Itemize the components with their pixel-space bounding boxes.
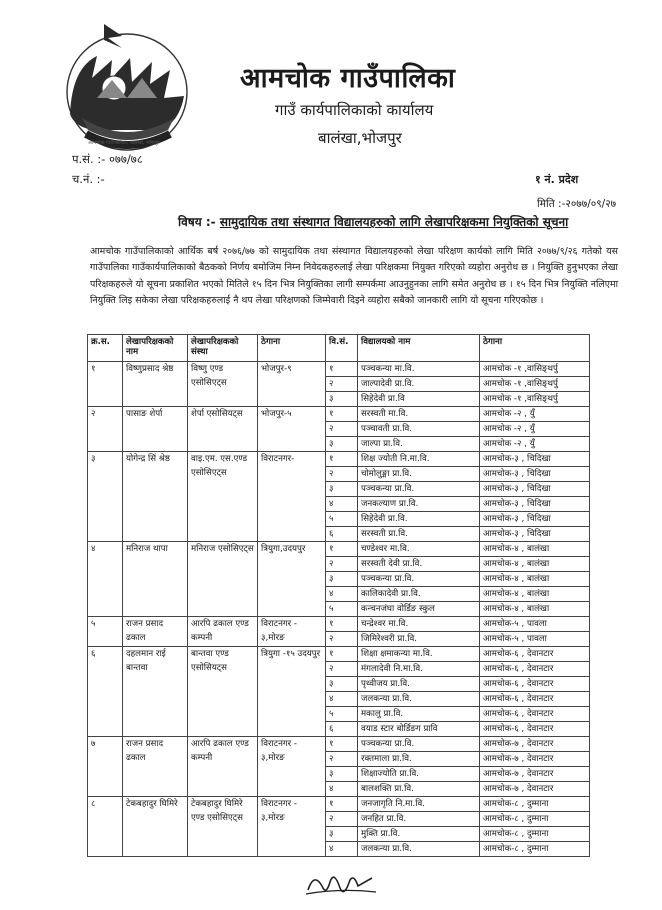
school-address-cell: आमचोक-७ , देवानटार xyxy=(480,767,590,782)
auditor-address-cell: विराटनगर - ३,मोरङ xyxy=(258,737,326,797)
school-address-cell: आमचोक -१ ,वासिङ्थर्पु xyxy=(480,362,590,377)
auditor-name-cell: पासाङ शेर्पा xyxy=(123,407,188,452)
ref-chn: च.नं. :- xyxy=(72,172,105,186)
school-serial-cell: १ xyxy=(326,542,358,557)
school-name-cell: पञ्चकन्या प्रा.वि. xyxy=(358,737,480,752)
school-name-cell: पञ्चावती प्रा.वि. xyxy=(358,422,480,437)
col-header: लेखापरिक्षकको संस्था xyxy=(188,335,258,362)
school-serial-cell: ५ xyxy=(326,602,358,617)
date: मिति :-२०७७/०९/२७ xyxy=(537,198,617,210)
table-row xyxy=(88,617,590,632)
col-header: ठेगाना xyxy=(480,335,590,362)
school-name-cell: शिक्ष ज्योती नि.मा.वि. xyxy=(358,452,480,467)
school-serial-cell: १ xyxy=(326,797,358,812)
auditor-name-cell: राजन प्रसाद ढकाल xyxy=(123,737,188,797)
school-serial-cell: ६ xyxy=(326,722,358,737)
school-name-cell: जनहित प्रा.वि. xyxy=(358,812,480,827)
school-address-cell: आमचोक-३ , चिदिखा xyxy=(480,467,590,482)
table-row xyxy=(88,647,590,662)
auditor-name-cell: दहलमान राई बान्तवा xyxy=(123,647,188,737)
school-address-cell: आमचोक-६ , देवानटार xyxy=(480,722,590,737)
subject-text: सामुदायिक तथा संस्थागत विद्यालयहरुको लागि लेखापरिक्षकमा नियुक्तिको सूचना xyxy=(219,215,569,229)
school-serial-cell: ४ xyxy=(326,692,358,707)
school-address-cell: आमचोक-६ , देवानटार xyxy=(480,647,590,662)
serial-cell: ६ xyxy=(88,647,123,737)
auditor-address-cell: विराटनगर- xyxy=(258,452,326,542)
school-name-cell: बालशक्ति प्रा.वि. xyxy=(358,782,480,797)
serial-cell: २ xyxy=(88,407,123,452)
school-address-cell: आमचोक-३ , चिदिखा xyxy=(480,497,590,512)
school-serial-cell: २ xyxy=(326,632,358,647)
auditor-firm-cell: आरपि ढकाल एण्ड कम्पनी xyxy=(188,617,258,647)
serial-cell: ८ xyxy=(88,797,123,857)
auditor-firm-cell: आरपि ढकाल एण्ड कम्पनी xyxy=(188,737,258,797)
school-address-cell: आमचोक-६ , देवानटार xyxy=(480,707,590,722)
auditor-address-cell: त्रियुगा -१५ उदयपुर xyxy=(258,647,326,737)
auditor-firm-cell: मनिराज एसोसिएट्स xyxy=(188,542,258,617)
school-address-cell: आमचोक-८ , दुम्माना xyxy=(480,827,590,842)
auditor-firm-cell: टेकबहादुर घिमिरे एण्ड एसोसिएट्स xyxy=(188,797,258,857)
province: १ नं. प्रदेश xyxy=(535,173,579,186)
school-name-cell: जलकन्या प्रा.वि. xyxy=(358,692,480,707)
auditor-address-cell: विराटनगर - ३,मोरङ xyxy=(258,797,326,857)
school-serial-cell: ५ xyxy=(326,707,358,722)
table-row xyxy=(88,452,590,467)
school-name-cell: सिहेदेवी प्रा.वि. xyxy=(358,512,480,527)
school-name-cell: सरस्वती प्रा.वि. xyxy=(358,527,480,542)
school-address-cell: आमचोक-६ , देवानटार xyxy=(480,662,590,677)
school-name-cell: जिमिरेश्वरी प्रा.वि. xyxy=(358,632,480,647)
school-name-cell: जाल्पा प्रा.वि. xyxy=(358,437,480,452)
school-serial-cell: ३ xyxy=(326,392,358,407)
school-address-cell: आमचोक-४ , बालंखा xyxy=(480,602,590,617)
school-serial-cell: ६ xyxy=(326,527,358,542)
table-row xyxy=(88,407,590,422)
serial-cell: ७ xyxy=(88,737,123,797)
school-name-cell: सरस्वती मा.वि. xyxy=(358,407,480,422)
school-name-cell: पञ्चकन्या प्रा.वि. xyxy=(358,482,480,497)
auditor-firm-cell: विष्णु एण्ड एसोसिएट्स xyxy=(188,362,258,407)
school-address-cell: आमचोक-३ , चिदिखा xyxy=(480,452,590,467)
subject-line xyxy=(178,213,568,230)
school-address-cell: आमचोक-३ , चिदिखा xyxy=(480,527,590,542)
school-address-cell: आमचोक-७ , देवानटार xyxy=(480,737,590,752)
school-address-cell: आमचोक -२ , युँ xyxy=(480,422,590,437)
col-header: लेखापरिक्षकको नाम xyxy=(123,335,188,362)
school-serial-cell: ४ xyxy=(326,497,358,512)
school-name-cell: चन्द्रेश्वर मा.वि. xyxy=(358,617,480,632)
serial-cell: ३ xyxy=(88,452,123,542)
school-name-cell: वयाड स्टार बोर्डिङग प्रावि xyxy=(358,722,480,737)
col-header: वि.सं. xyxy=(326,335,358,362)
school-serial-cell: १ xyxy=(326,407,358,422)
school-address-cell: आमचोक-४ , बालंखा xyxy=(480,542,590,557)
school-address-cell: आमचोक-८ , दुम्माना xyxy=(480,812,590,827)
school-serial-cell: ४ xyxy=(326,842,358,857)
ref-ps: प.सं. :- ०७७/७८ xyxy=(72,152,143,166)
emblem-text: आमचोक गाउँपालिका, बालंखा, भोजपुर xyxy=(88,140,160,146)
table-row xyxy=(88,362,590,377)
school-serial-cell: ३ xyxy=(326,677,358,692)
school-name-cell: सरस्वती देवी प्रा.वि. xyxy=(358,557,480,572)
school-serial-cell: ३ xyxy=(326,482,358,497)
school-address-cell: आमचोक-७ , देवानटार xyxy=(480,752,590,767)
school-serial-cell: २ xyxy=(326,812,358,827)
school-name-cell: रक्तमाला प्रा.वि. xyxy=(358,752,480,767)
auditor-name-cell: राजन प्रसाद ढकाल xyxy=(123,617,188,647)
auditor-name-cell: मनिराज थापा xyxy=(123,542,188,617)
school-serial-cell: ५ xyxy=(326,512,358,527)
school-name-cell: जलकन्या प्रा.वि. xyxy=(358,842,480,857)
school-address-cell: आमचोक -१ ,वासिङ्थर्पु xyxy=(480,392,590,407)
school-serial-cell: २ xyxy=(326,422,358,437)
school-address-cell: आमचोक-५ , पावला xyxy=(480,617,590,632)
school-serial-cell: १ xyxy=(326,647,358,662)
school-address-cell: आमचोक-८ , दुम्माना xyxy=(480,842,590,857)
serial-cell: ५ xyxy=(88,617,123,647)
table-row xyxy=(88,797,590,812)
school-serial-cell: ४ xyxy=(326,587,358,602)
school-name-cell: कन्चनजंघा वोर्डिङ स्कुल xyxy=(358,602,480,617)
office-address: बालंखा,भोजपुर xyxy=(318,129,402,147)
school-name-cell: मकालु प्रा.वि. xyxy=(358,707,480,722)
table-row xyxy=(88,737,590,752)
school-serial-cell: १ xyxy=(326,452,358,467)
school-name-cell: कालिकादेवी प्रा.वि. xyxy=(358,587,480,602)
serial-cell: ४ xyxy=(88,542,123,617)
auditor-address-cell: भोजपुर-९ xyxy=(258,362,326,407)
notice-body: आमचोक गाउँपालिकाको आर्थिक बर्ष २०७६/७७ को सामुदायिक तथा संस्थागत विद्यालयहरुको लेखा परिक्षण कार्यको लागि मिति २०७७/९/२६ गतेको यस गाउँपालिका गाउँकार्यपालिकाको बैठकको निर्णय बमोजिम निम्न निवेदकहरुलाई लेखा परिक्षकमा नियुक्त गरिएको व्यहोरा अनुरोध छ । नियुक्ति हुनुभएका लेखा परिक्षकहरुले यो सूचना प्रकाशित भएको मितिले १५ दिन भित्र नियुक्तिका लागी सम्पर्कमा आउनुहुनका लागि समेत अनुरोध छ । १५ दिन भित्र नियुक्ति नलिएमा नियुक्ति लिइ सकेका लेखा परिक्षकहरुलाई नै थप लेखा परिक्षणको जिम्मेवारी दिइने व्यहोरा सबैको जानकारी लागि यो सूचना गरिएकोछ । xyxy=(90,246,618,306)
table-row xyxy=(88,542,590,557)
auditor-address-cell: विराटनगर - ३,मोरङ xyxy=(258,617,326,647)
school-address-cell: आमचोक-३ , चिदिखा xyxy=(480,482,590,497)
col-header: क्र.स. xyxy=(88,335,123,362)
auditor-name-cell: योगेन्द्र सिं श्रेष्ठ xyxy=(123,452,188,542)
school-address-cell: आमचोक -२ , युँ xyxy=(480,407,590,422)
school-address-cell: आमचोक-६ , देवानटार xyxy=(480,677,590,692)
school-serial-cell: १ xyxy=(326,617,358,632)
school-serial-cell: १ xyxy=(326,737,358,752)
table-header-row xyxy=(88,335,590,362)
school-address-cell: आमचोक-६ , देवानटार xyxy=(480,692,590,707)
school-name-cell: चोमोलुङ्मा प्रा.वि. xyxy=(358,467,480,482)
school-serial-cell: २ xyxy=(326,662,358,677)
auditor-firm-cell: बान्तवा एण्ड एसोसियट्स xyxy=(188,647,258,737)
school-serial-cell: २ xyxy=(326,377,358,392)
school-name-cell: मुक्ति प्रा.वि. xyxy=(358,827,480,842)
serial-cell: १ xyxy=(88,362,123,407)
school-name-cell: चण्डेश्वर मा.वि. xyxy=(358,542,480,557)
school-address-cell: आमचोक-४ , बालंखा xyxy=(480,587,590,602)
school-serial-cell: ३ xyxy=(326,827,358,842)
office-name: गाउँ कार्यपालिकाको कार्यालय xyxy=(275,101,434,119)
nepal-emblem-icon xyxy=(52,18,202,158)
school-address-cell: आमचोक -२ , युँ xyxy=(480,437,590,452)
school-address-cell: आमचोक-८ , दुम्माना xyxy=(480,797,590,812)
appointment-table xyxy=(87,334,590,857)
school-name-cell: जाल्पादेवी प्रा.वि. xyxy=(358,377,480,392)
school-serial-cell: १ xyxy=(326,362,358,377)
school-address-cell: आमचोक-४ , बालंखा xyxy=(480,557,590,572)
school-serial-cell: २ xyxy=(326,467,358,482)
school-address-cell: आमचोक-४ , बालंखा xyxy=(480,572,590,587)
school-serial-cell: २ xyxy=(326,752,358,767)
auditor-name-cell: विष्णुप्रसाद श्रेष्ठ xyxy=(123,362,188,407)
school-name-cell: मंगलादेवी नि.मा.वि. xyxy=(358,662,480,677)
auditor-address-cell: त्रियुगा,उदयपुर xyxy=(258,542,326,617)
school-name-cell: पृथ्वीजय प्रा.वि. xyxy=(358,677,480,692)
school-serial-cell: २ xyxy=(326,557,358,572)
school-name-cell: जनजागृति नि.मा.वि. xyxy=(358,797,480,812)
school-serial-cell: ३ xyxy=(326,437,358,452)
school-name-cell: शिक्षा क्षमाकन्या मा.वि. xyxy=(358,647,480,662)
school-name-cell: पञ्चकन्या प्रा.वि. xyxy=(358,572,480,587)
school-name-cell: सिहेदेवी प्रा.वि xyxy=(358,392,480,407)
school-serial-cell: ३ xyxy=(326,572,358,587)
col-header: ठेगाना xyxy=(258,335,326,362)
auditor-firm-cell: वाइ.एम. एस.एण्ड एसोसिएट्स xyxy=(188,452,258,542)
school-name-cell: जनकल्याण प्रा.वि. xyxy=(358,497,480,512)
org-name: आमचोक गाउँपालिका xyxy=(240,63,456,94)
auditor-name-cell: टेकबहादुर घिमिरे xyxy=(123,797,188,857)
school-name-cell: शिक्षाज्योति प्रा.वि. xyxy=(358,767,480,782)
school-serial-cell: ४ xyxy=(326,782,358,797)
col-header: विद्यालयको नाम xyxy=(358,335,480,362)
school-address-cell: आमचोक-५ , पावला xyxy=(480,632,590,647)
school-serial-cell: ३ xyxy=(326,767,358,782)
subject-label: विषय :- xyxy=(178,215,216,229)
school-address-cell: आमचोक -१ ,वासिङ्थर्पु xyxy=(480,377,590,392)
school-name-cell: पञ्चकन्या मा.वि. xyxy=(358,362,480,377)
school-address-cell: आमचोक-३ , चिदिखा xyxy=(480,512,590,527)
auditor-address-cell: भोजपुर-५ xyxy=(258,407,326,452)
auditor-firm-cell: शेर्पा एसोसियट्स xyxy=(188,407,258,452)
school-address-cell: आमचोक-७ , देवानटार xyxy=(480,782,590,797)
signature-icon xyxy=(300,868,380,902)
